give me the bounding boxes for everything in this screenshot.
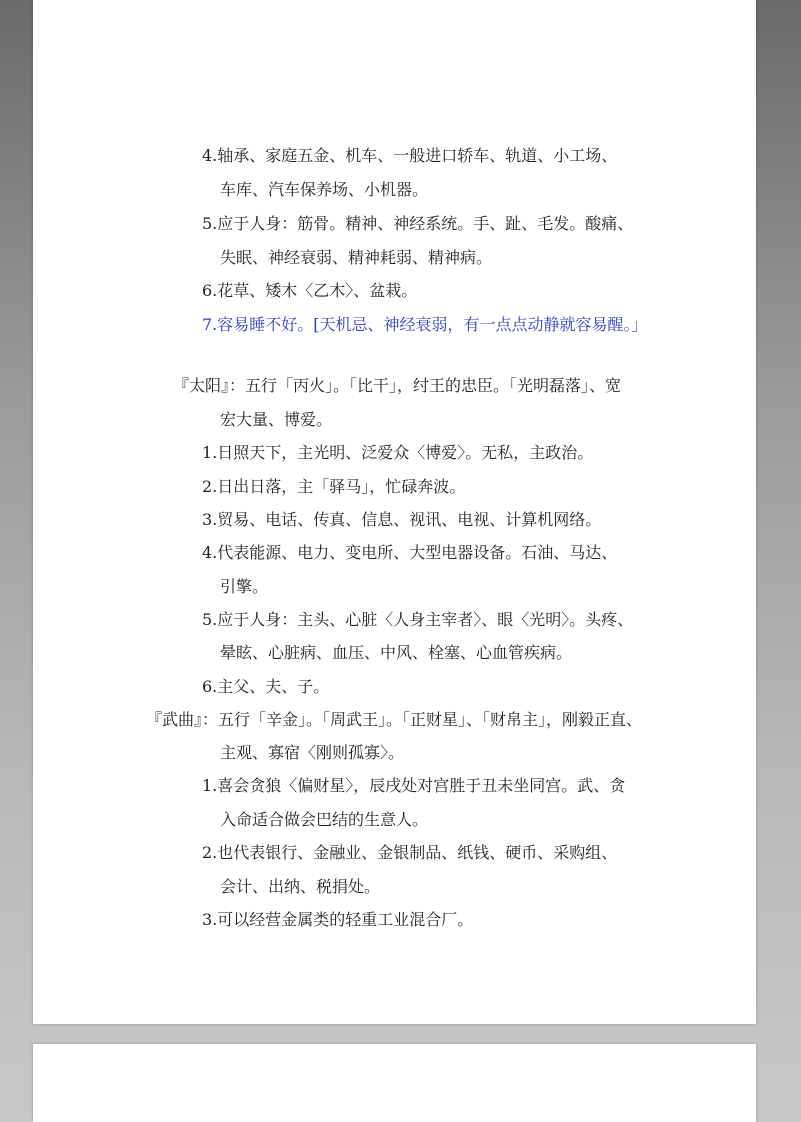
text-line: 引擎。 (220, 577, 269, 596)
text-line: 会计、出纳、税捐处。 (220, 877, 381, 896)
text-line: 4.轴承、家庭五金、机车、一般进口轿车、轨道、小工场、 (202, 146, 618, 165)
text-line: 入命适合做会巴结的生意人。 (220, 810, 429, 829)
section-heading-wuqu: 『武曲』：五行「辛金」。「周武王」。「正财星」、「财帛主」，刚毅正直、 (146, 710, 643, 729)
text-line: 1.喜会贪狼〈偏财星〉，辰戌处对宫胜于丑未坐同宫。武、贪 (202, 776, 626, 795)
text-line: 5.应于人身：筋骨。精神、神经系统。手、趾、毛发。酸痛、 (202, 214, 634, 233)
text-line: 2.日出日落，主「驿马」，忙碌奔波。 (202, 477, 466, 496)
text-line: 4.代表能源、电力、变电所、大型电器设备。石油、马达、 (202, 543, 618, 562)
text-line: 6.主父、夫、子。 (202, 677, 330, 696)
text-line: 晕眩、心脏病、血压、中风、栓塞、心血管疾病。 (220, 643, 573, 662)
text-line: 3.可以经营金属类的轻重工业混合厂。 (202, 910, 474, 929)
text-line: 失眠、神经衰弱、精神耗弱、精神病。 (220, 248, 493, 267)
text-line: 主观、寡宿〈刚则孤寡〉。 (220, 743, 405, 762)
text-line: 宏大量、博爱。 (220, 410, 333, 429)
document-page[interactable] (33, 0, 756, 1024)
text-line: 2.也代表银行、金融业、金银制品、纸钱、硬币、采购组、 (202, 843, 618, 862)
text-line: 1.日照天下，主光明、泛爱众〈博爱〉。无私，主政治。 (202, 443, 594, 462)
text-line: 车库、汽车保养场、小机器。 (220, 180, 429, 199)
text-line: 5.应于人身：主头、心脏〈人身主宰者〉、眼〈光明〉。头疼、 (202, 610, 634, 629)
text-line-highlighted: 7.容易睡不好。[天机忌、神经衰弱，有一点点动静就容易醒。」 (202, 315, 648, 334)
next-document-page[interactable] (33, 1044, 756, 1122)
text-line: 6.花草、矮木〈乙木〉、盆栽。 (202, 281, 418, 300)
section-heading-taiyang: 『太阳』：五行「丙火」。「比干」，纣王的忠臣。「光明磊落」、宽 (173, 376, 622, 395)
text-line: 3.贸易、电话、传真、信息、视讯、电视、计算机网络。 (202, 510, 602, 529)
